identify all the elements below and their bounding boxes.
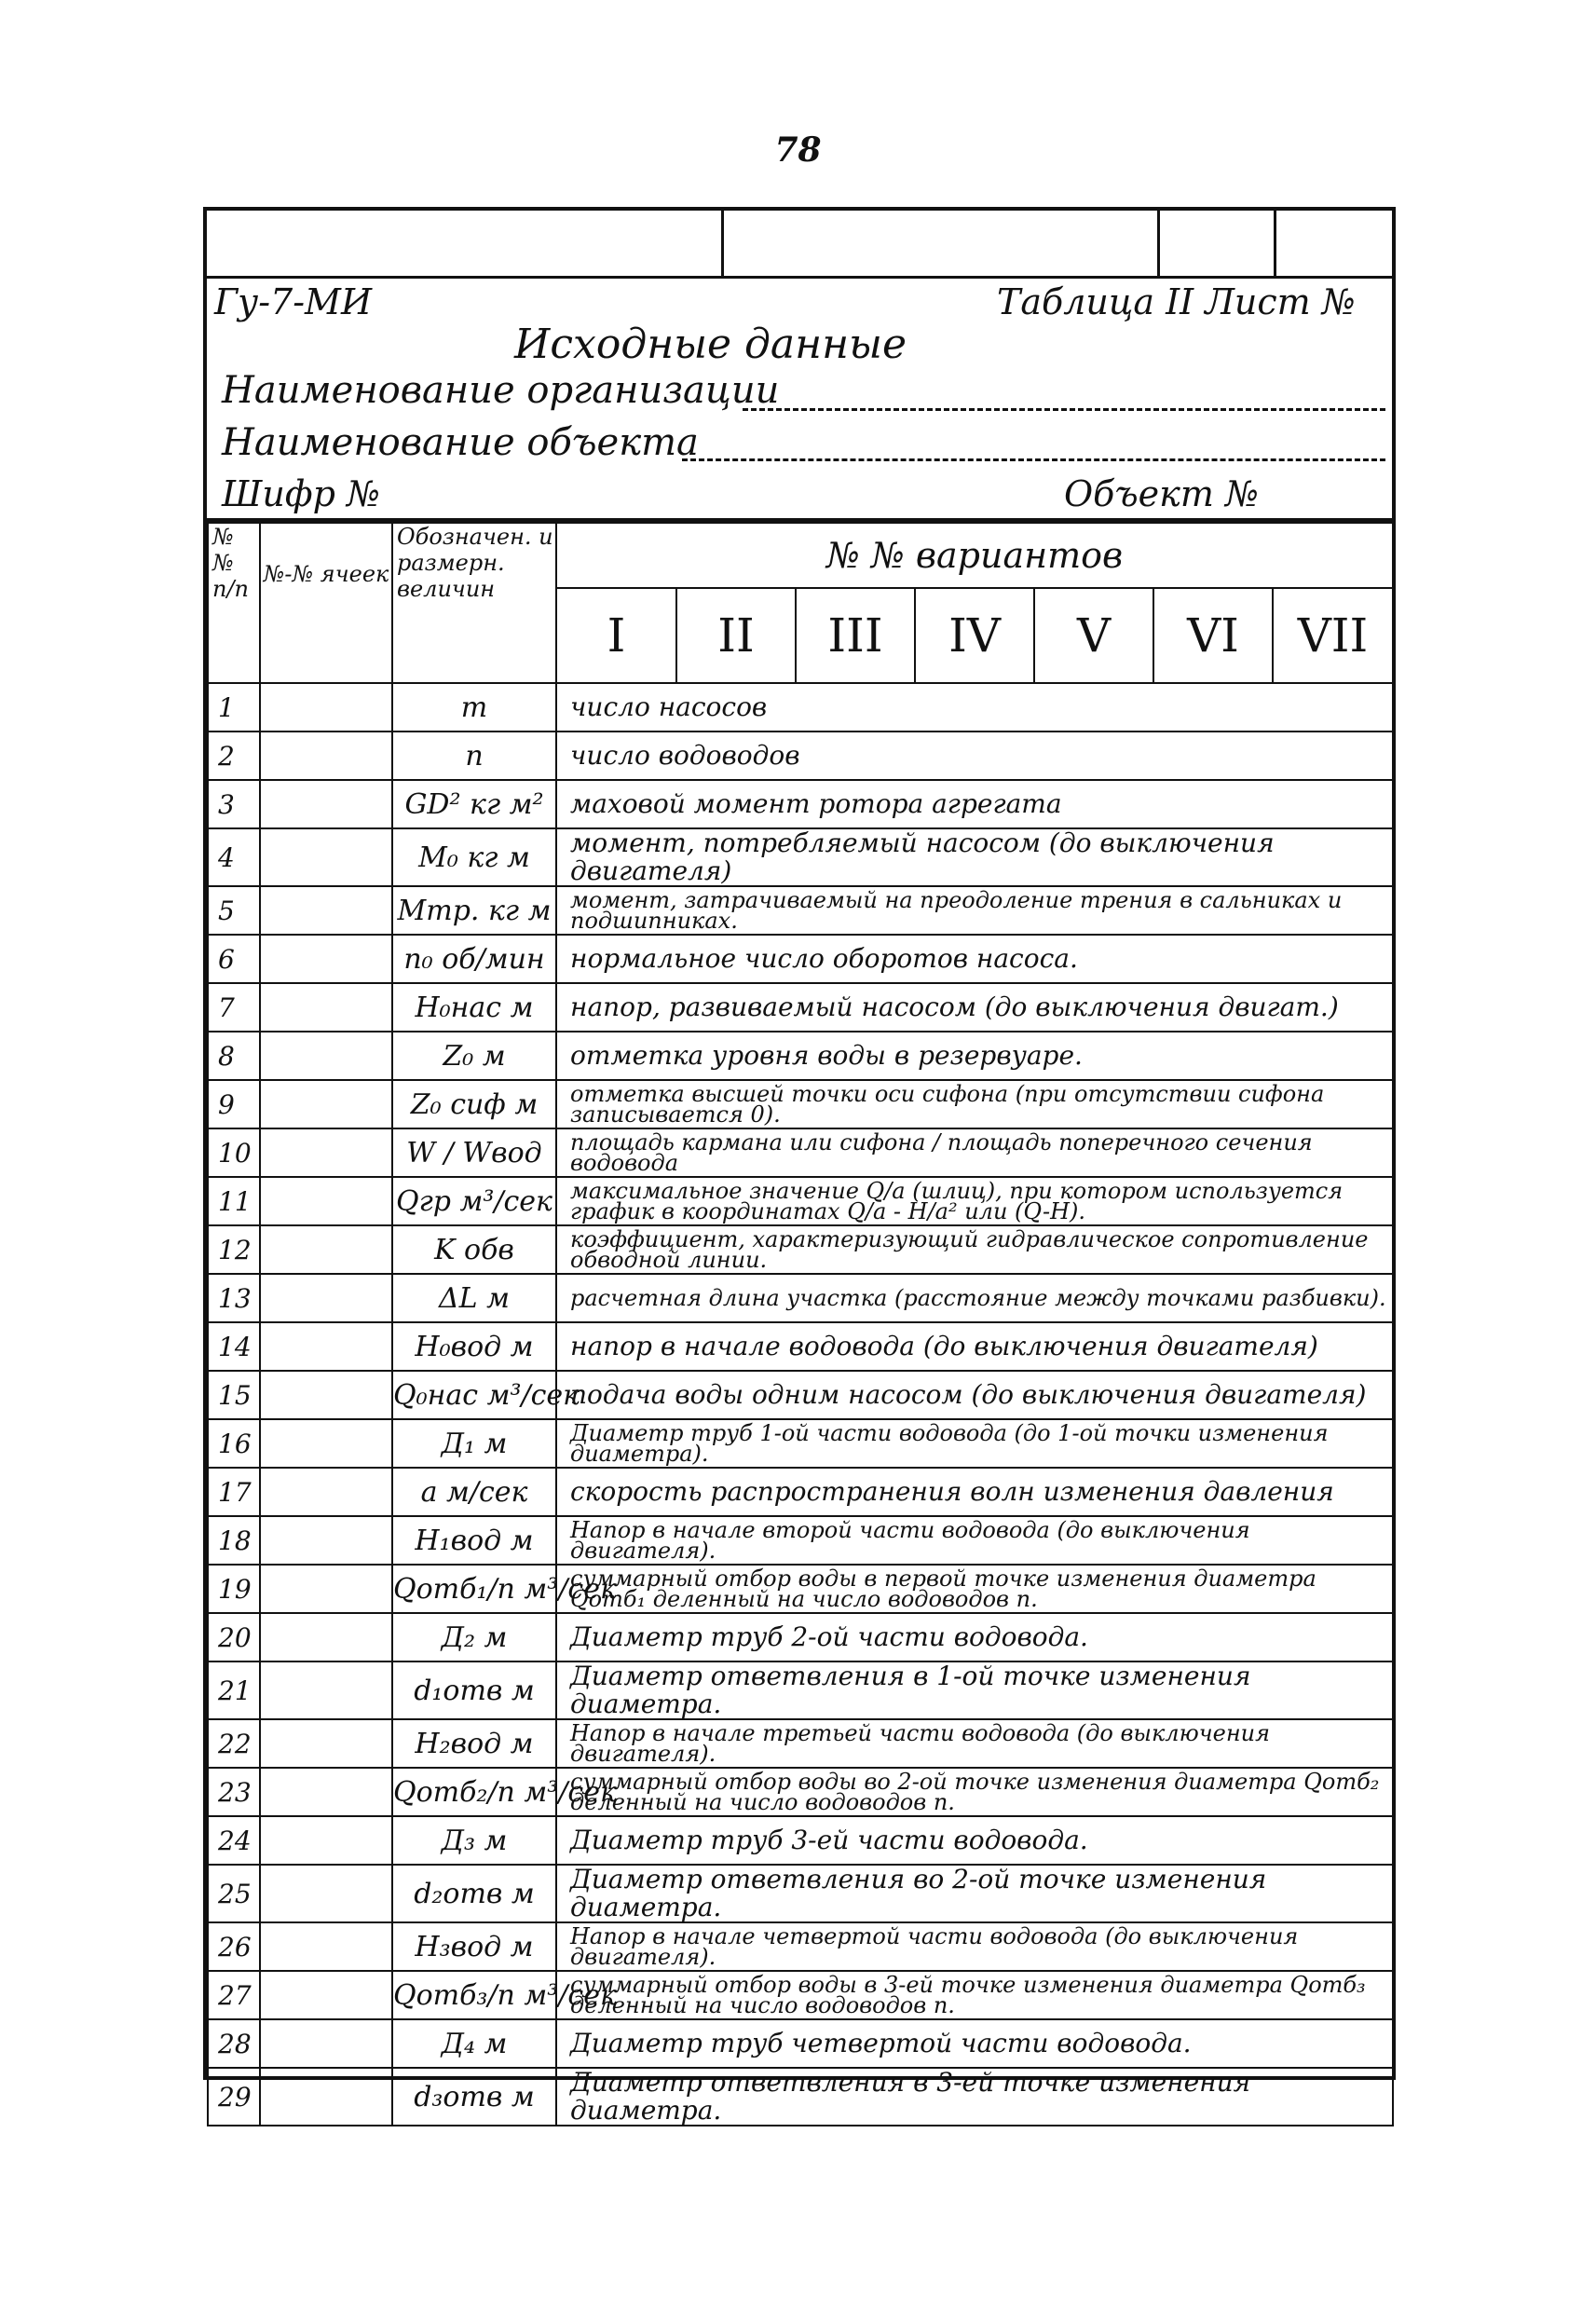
row-cells	[260, 1971, 392, 2019]
row-symbol: GD² кг м²	[392, 780, 556, 828]
table-row	[208, 1371, 1393, 1419]
row-cells	[260, 1225, 392, 1274]
row-symbol: m	[392, 683, 556, 732]
row-description: число насосов	[556, 683, 1393, 732]
row-number: 24	[208, 1816, 260, 1865]
row-cells	[260, 732, 392, 780]
row-number: 21	[208, 1661, 260, 1719]
cells-column-header: №-№ ячеек	[260, 523, 392, 683]
row-description: суммарный отбор воды в 3-ей точке изменения диаметра Qотб₃ деленный на число водоводов n.	[556, 1971, 1393, 2019]
row-cells	[260, 1565, 392, 1613]
stamp-cell	[1274, 211, 1276, 276]
row-description: нормальное число оборотов насоса.	[556, 935, 1393, 983]
row-symbol: Mтр. кг м	[392, 886, 556, 935]
row-description: Диаметр труб 3-ей части водовода.	[556, 1816, 1393, 1865]
row-cells	[260, 1032, 392, 1080]
row-cells	[260, 828, 392, 886]
row-number: 11	[208, 1177, 260, 1225]
row-description: максимальное значение Q/a (шлиц), при котором используется график в координатах Q/a - H/a² или (Q-H).	[556, 1177, 1393, 1225]
row-number: 26	[208, 1922, 260, 1971]
row-symbol: n	[392, 732, 556, 780]
row-description: Диаметр труб 1-ой части водовода (до 1-ой точки изменения диаметра).	[556, 1419, 1393, 1468]
row-symbol: n₀ об/мин	[392, 935, 556, 983]
table-row	[208, 780, 1393, 828]
row-description: коэффициент, характеризующий гидравлическое сопротивление обводной линии.	[556, 1225, 1393, 1274]
variants-cell	[556, 588, 1393, 683]
row-description: напор, развиваемый насосом (до выключения двигат.)	[556, 983, 1393, 1032]
row-number: 2	[208, 732, 260, 780]
row-symbol: Q₀нас м³/сек	[392, 1371, 556, 1419]
row-number: 14	[208, 1322, 260, 1371]
table-row	[208, 1274, 1393, 1322]
data-sheet	[203, 207, 1396, 2126]
row-cells	[260, 1816, 392, 1865]
page-number: 78	[774, 130, 822, 170]
table-row	[208, 1177, 1393, 1225]
row-number: 29	[208, 2068, 260, 2126]
table-row	[208, 1419, 1393, 1468]
row-description: момент, затрачиваемый на преодоление трения в сальниках и подшипниках.	[556, 886, 1393, 935]
stamp-cell	[721, 211, 724, 276]
data-table	[207, 522, 1394, 2126]
row-symbol: Д₁ м	[392, 1419, 556, 1468]
row-symbol: d₁отв м	[392, 1661, 556, 1719]
row-symbol: K обв	[392, 1225, 556, 1274]
table-row	[208, 1322, 1393, 1371]
variant-2: II	[676, 589, 796, 682]
row-description: отметка уровня воды в резервуаре.	[556, 1032, 1393, 1080]
row-cells	[260, 935, 392, 983]
object-number-label: Объект №	[1064, 473, 1259, 514]
row-cells	[260, 983, 392, 1032]
table-body	[208, 523, 1393, 2126]
table-row	[208, 1922, 1393, 1971]
row-symbol: Qотб₂/n м³/сек	[392, 1768, 556, 1816]
variant-numerals	[557, 589, 1392, 682]
organization-label: Наименование организации	[222, 369, 780, 412]
row-description: подача воды одним насосом (до выключения двигателя)	[556, 1371, 1393, 1419]
row-number: 25	[208, 1865, 260, 1922]
row-description: Диаметр ответвления во 2-ой точке изменения диаметра.	[556, 1865, 1393, 1922]
header-row	[208, 523, 1393, 588]
row-cells	[260, 1371, 392, 1419]
row-symbol: ΔL м	[392, 1274, 556, 1322]
row-description: маховой момент ротора агрегата	[556, 780, 1393, 828]
table-row	[208, 1032, 1393, 1080]
table-row	[208, 828, 1393, 886]
row-symbol: Z₀ сиф м	[392, 1080, 556, 1128]
row-number: 4	[208, 828, 260, 886]
row-number: 12	[208, 1225, 260, 1274]
row-description: Диаметр труб 2-ой части водовода.	[556, 1613, 1393, 1661]
table-row	[208, 1971, 1393, 2019]
table-row	[208, 1865, 1393, 1922]
row-description: напор в начале водовода (до выключения двигателя)	[556, 1322, 1393, 1371]
row-description: суммарный отбор воды в первой точке изменения диаметра Qотб₁ деленный на число водоводов n.	[556, 1565, 1393, 1613]
row-cells	[260, 780, 392, 828]
row-number: 8	[208, 1032, 260, 1080]
row-symbol: Д₃ м	[392, 1816, 556, 1865]
row-symbol: H₂вод м	[392, 1719, 556, 1768]
table-row	[208, 1768, 1393, 1816]
row-description: число водоводов	[556, 732, 1393, 780]
row-number: 16	[208, 1419, 260, 1468]
table-row	[208, 1816, 1393, 1865]
row-cells	[260, 2068, 392, 2126]
row-cells	[260, 1768, 392, 1816]
row-cells	[260, 1865, 392, 1922]
row-description: скорость распространения волн изменения давления	[556, 1468, 1393, 1516]
variant-4: IV	[915, 589, 1034, 682]
row-description: Диаметр труб четвертой части водовода.	[556, 2019, 1393, 2068]
row-number: 23	[208, 1768, 260, 1816]
row-cells	[260, 1613, 392, 1661]
row-cells	[260, 683, 392, 732]
row-symbol: H₀вод м	[392, 1322, 556, 1371]
row-description: Напор в начале второй части водовода (до выключения двигателя).	[556, 1516, 1393, 1565]
row-symbol: Д₂ м	[392, 1613, 556, 1661]
row-description: Диаметр ответвления в 3-ей точке изменения диаметра.	[556, 2068, 1393, 2126]
row-symbol: Qотб₃/n м³/сек	[392, 1971, 556, 2019]
table-row	[208, 2019, 1393, 2068]
table-row	[208, 1516, 1393, 1565]
table-row	[208, 2068, 1393, 2126]
row-number: 1	[208, 683, 260, 732]
document-title: Исходные данные	[514, 321, 907, 368]
row-number: 6	[208, 935, 260, 983]
row-cells	[260, 1719, 392, 1768]
row-symbol: a м/сек	[392, 1468, 556, 1516]
row-number: 10	[208, 1128, 260, 1177]
row-cells	[260, 1128, 392, 1177]
row-symbol: Z₀ м	[392, 1032, 556, 1080]
row-cells	[260, 1419, 392, 1468]
row-description: отметка высшей точки оси сифона (при отсутствии сифона записывается 0).	[556, 1080, 1393, 1128]
row-number: 17	[208, 1468, 260, 1516]
row-cells	[260, 1468, 392, 1516]
row-description: расчетная длина участка (расстояние между точками разбивки).	[556, 1274, 1393, 1322]
row-number: 18	[208, 1516, 260, 1565]
organization-fill-line	[743, 408, 1385, 411]
table-row	[208, 1661, 1393, 1719]
table-row	[208, 1565, 1393, 1613]
row-description: суммарный отбор воды во 2-ой точке изменения диаметра Qотб₂ деленный на число водоводов n.	[556, 1768, 1393, 1816]
variants-grid	[557, 589, 1392, 682]
row-description: площадь кармана или сифона / площадь поперечного сечения водовода	[556, 1128, 1393, 1177]
row-cells	[260, 1661, 392, 1719]
table-row	[208, 1080, 1393, 1128]
row-symbol: H₀нас м	[392, 983, 556, 1032]
row-number: 19	[208, 1565, 260, 1613]
row-number: 28	[208, 2019, 260, 2068]
row-number: 7	[208, 983, 260, 1032]
variant-7: VII	[1273, 589, 1392, 682]
cipher-label: Шифр №	[222, 473, 380, 514]
row-cells	[260, 1080, 392, 1128]
row-number: 9	[208, 1080, 260, 1128]
row-cells	[260, 1922, 392, 1971]
row-number: 27	[208, 1971, 260, 2019]
row-symbol: Qгр м³/сек	[392, 1177, 556, 1225]
table-row	[208, 1613, 1393, 1661]
row-description: момент, потребляемый насосом (до выключения двигателя)	[556, 828, 1393, 886]
row-symbol: H₃вод м	[392, 1922, 556, 1971]
table-label: Таблица II Лист №	[997, 281, 1356, 322]
table-row	[208, 683, 1393, 732]
table-row	[208, 1225, 1393, 1274]
symbol-column-header: Обозначен. и размерн. величин	[392, 523, 556, 683]
table-row	[208, 886, 1393, 935]
table-row	[208, 983, 1393, 1032]
row-symbol: M₀ кг м	[392, 828, 556, 886]
row-symbol: H₁вод м	[392, 1516, 556, 1565]
row-number: 13	[208, 1274, 260, 1322]
object-name-label: Наименование объекта	[222, 421, 699, 464]
num-column-header: № № п/п	[208, 523, 260, 683]
row-cells	[260, 2019, 392, 2068]
row-cells	[260, 886, 392, 935]
table-row	[208, 1128, 1393, 1177]
variant-1: I	[607, 609, 626, 663]
stamp-strip	[207, 211, 1392, 279]
row-number: 5	[208, 886, 260, 935]
row-symbol: d₂отв м	[392, 1865, 556, 1922]
row-symbol: Qотб₁/n м³/сек	[392, 1565, 556, 1613]
variant-6: VI	[1153, 589, 1273, 682]
object-fill-line	[682, 458, 1385, 461]
table-row	[208, 732, 1393, 780]
row-number: 20	[208, 1613, 260, 1661]
row-description: Напор в начале третьей части водовода (до выключения двигателя).	[556, 1719, 1393, 1768]
row-number: 22	[208, 1719, 260, 1768]
row-symbol: d₃отв м	[392, 2068, 556, 2126]
variant-3: III	[796, 589, 915, 682]
table-row	[208, 1719, 1393, 1768]
table-row	[208, 935, 1393, 983]
row-description: Диаметр ответвления в 1-ой точке изменения диаметра.	[556, 1661, 1393, 1719]
row-symbol: Д₄ м	[392, 2019, 556, 2068]
row-cells	[260, 1322, 392, 1371]
variants-header: № № вариантов	[556, 523, 1393, 588]
row-cells	[260, 1274, 392, 1322]
row-symbol: W / Wвод	[392, 1128, 556, 1177]
row-number: 3	[208, 780, 260, 828]
table-row	[208, 1468, 1393, 1516]
document-code: Гу-7-МИ	[214, 281, 373, 322]
row-number: 15	[208, 1371, 260, 1419]
row-description: Напор в начале четвертой части водовода (до выключения двигателя).	[556, 1922, 1393, 1971]
row-cells	[260, 1516, 392, 1565]
row-cells	[260, 1177, 392, 1225]
variant-5: V	[1034, 589, 1153, 682]
stamp-cell	[1157, 211, 1160, 276]
